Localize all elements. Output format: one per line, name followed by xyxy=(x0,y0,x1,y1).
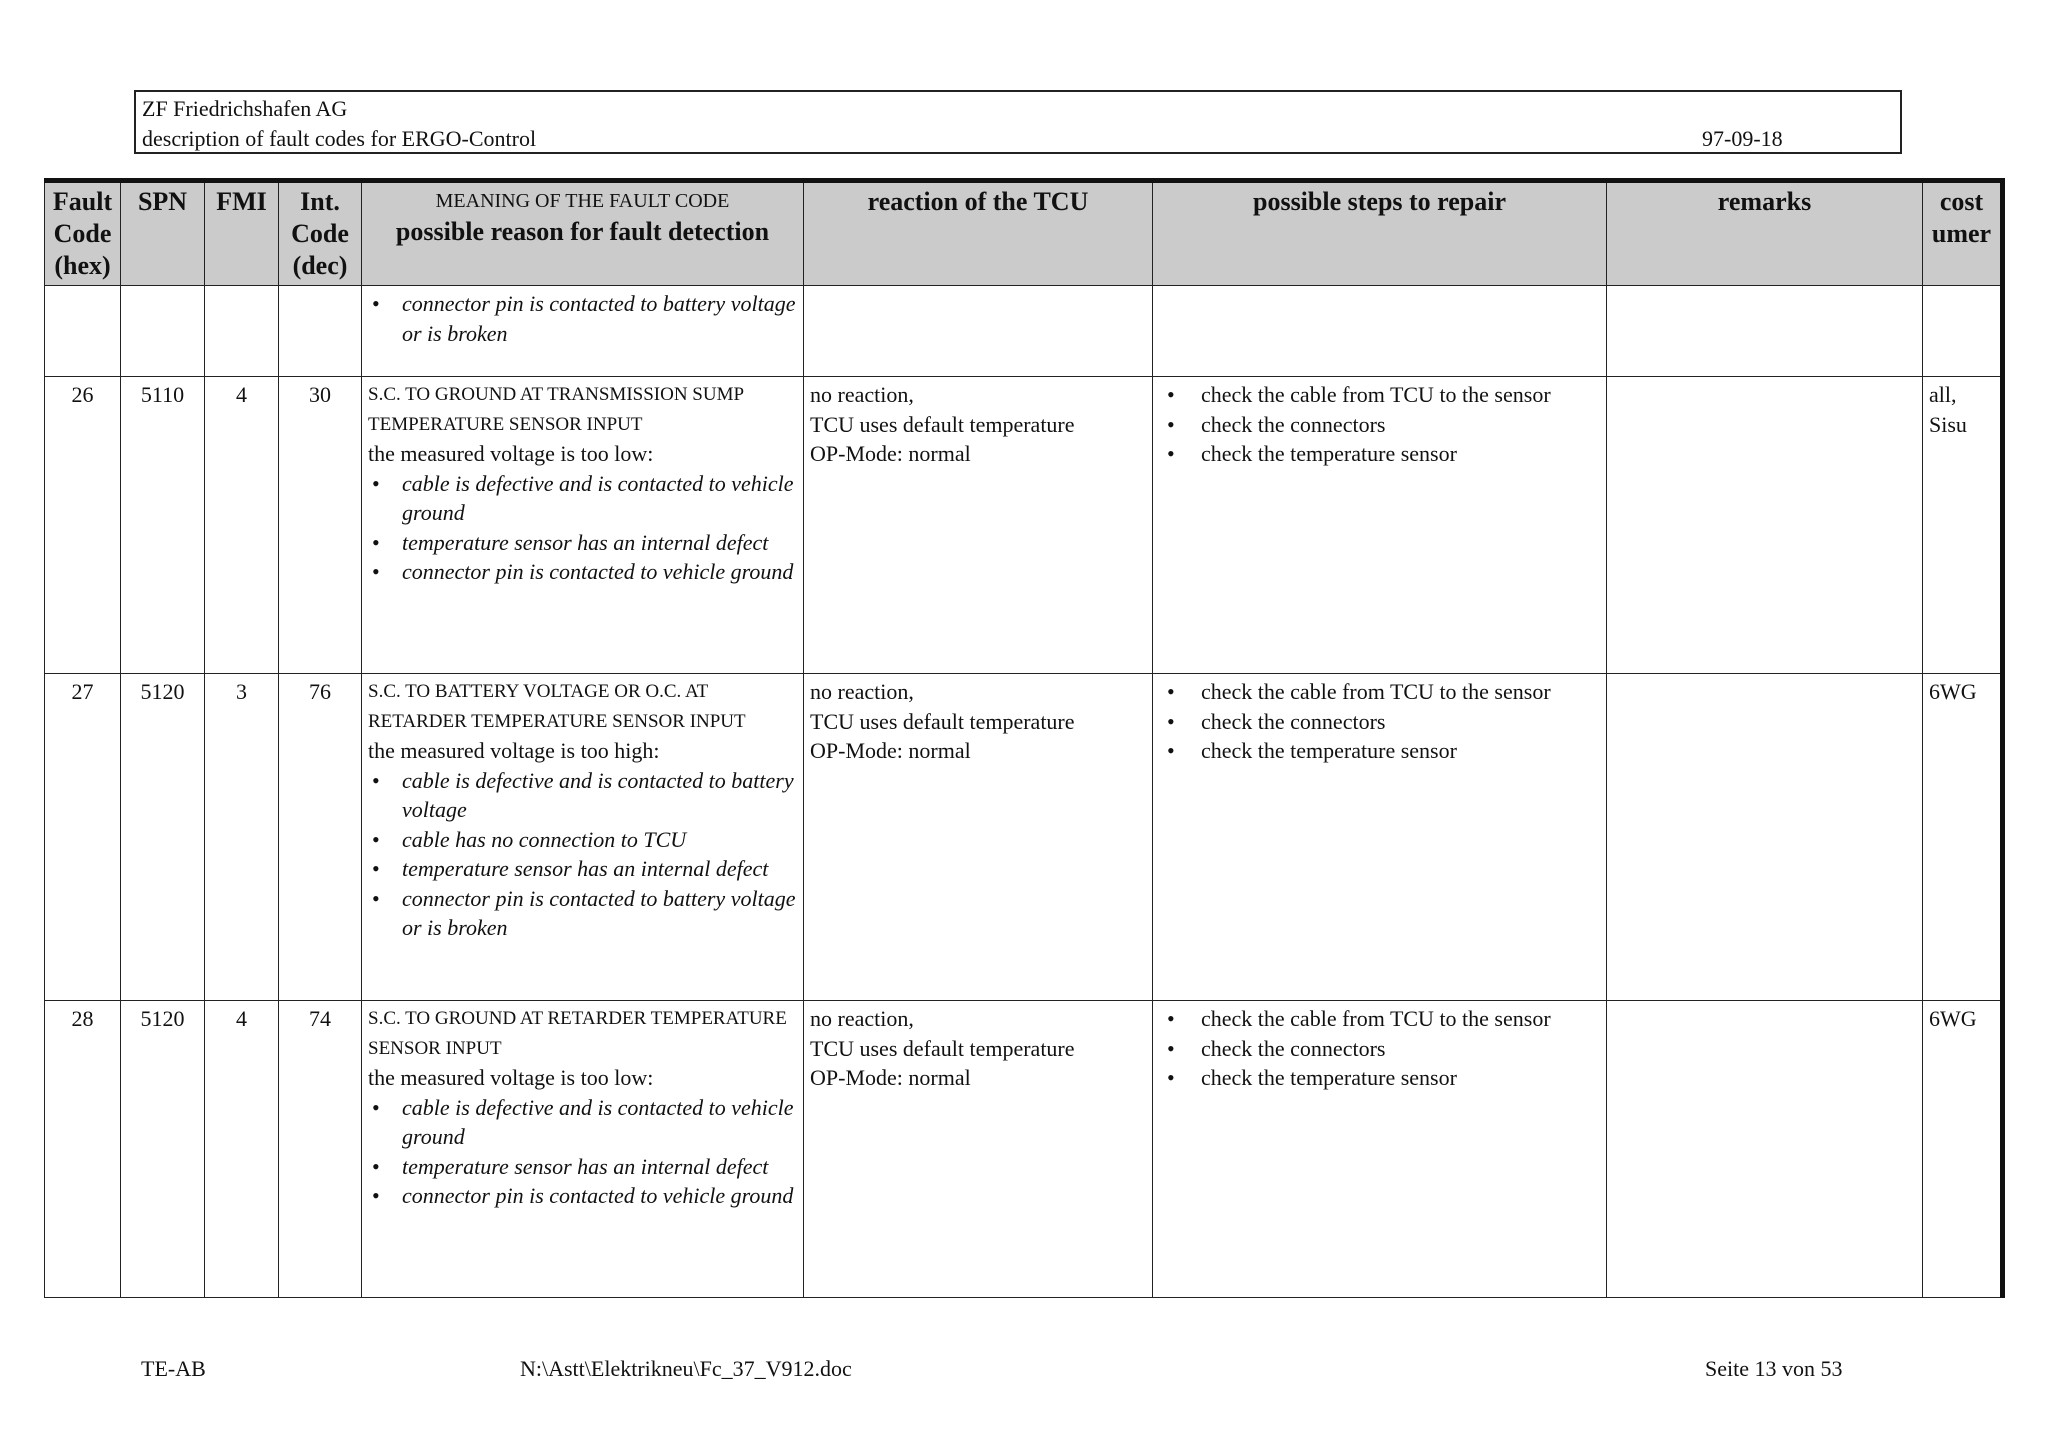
company-name: ZF Friedrichshafen AG xyxy=(142,96,348,121)
meaning-cell xyxy=(362,674,804,1001)
list-item: • check the temperature sensor xyxy=(1159,736,1600,766)
remarks-cell xyxy=(1607,674,1923,1001)
list-item: • check the temperature sensor xyxy=(1159,439,1600,469)
repair-list xyxy=(1159,677,1600,766)
fault-code-cell: 27 xyxy=(45,674,121,1001)
list-item: • check the connectors xyxy=(1159,1034,1600,1064)
document-header xyxy=(134,90,1902,154)
list-item: • temperature sensor has an internal defect xyxy=(368,1152,797,1182)
col-header-customer: cost umer xyxy=(1923,181,2003,286)
spn-cell: 5120 xyxy=(121,674,205,1001)
col-header-int-code: Int. Code (dec) xyxy=(279,181,362,286)
customer-cell: all, Sisu xyxy=(1923,377,2003,674)
fault-title: S.C. TO GROUND AT RETARDER TEMPERATURE SENSOR INPUT xyxy=(368,1008,787,1059)
customer-cell: 6WG xyxy=(1923,674,2003,1001)
reason-list xyxy=(368,766,797,943)
col-header-spn: SPN xyxy=(121,181,205,286)
fault-code-cell: 28 xyxy=(45,1001,121,1298)
reason-list xyxy=(368,289,797,348)
footer-page-number: Seite 13 von 53 xyxy=(1705,1356,1843,1381)
reaction-cell: no reaction, TCU uses default temperature OP-Mode: normal xyxy=(804,1001,1153,1298)
fmi-cell: 4 xyxy=(205,377,279,674)
reaction-cell: no reaction, TCU uses default temperature OP-Mode: normal xyxy=(804,674,1153,1001)
fault-condition: the measured voltage is too low: xyxy=(368,441,654,466)
fault-title: S.C. TO BATTERY VOLTAGE OR O.C. AT RETARDER TEMPERATURE SENSOR INPUT xyxy=(368,681,746,732)
list-item: • check the cable from TCU to the sensor xyxy=(1159,1004,1600,1034)
int-code-cell: 74 xyxy=(279,1001,362,1298)
footer-department: TE-AB xyxy=(141,1356,206,1381)
remarks-cell xyxy=(1607,1001,1923,1298)
spn-cell: 5110 xyxy=(121,377,205,674)
int-code-cell: 76 xyxy=(279,674,362,1001)
list-item: • temperature sensor has an internal defect xyxy=(368,854,797,884)
customer-cell: 6WG xyxy=(1923,1001,2003,1298)
fault-condition: the measured voltage is too low: xyxy=(368,1065,654,1090)
list-item: • temperature sensor has an internal defect xyxy=(368,528,797,558)
list-item: • connector pin is contacted to battery voltage or is broken xyxy=(368,884,797,943)
list-item: • connector pin is contacted to battery voltage or is broken xyxy=(368,289,797,348)
repair-list xyxy=(1159,1004,1600,1093)
spn-cell: 5120 xyxy=(121,1001,205,1298)
col-header-meaning: MEANING OF THE FAULT CODE possible reason for fault detection xyxy=(362,181,804,286)
repair-cell xyxy=(1153,674,1607,1001)
list-item: • cable is defective and is contacted to battery voltage xyxy=(368,766,797,825)
int-code-cell: 30 xyxy=(279,377,362,674)
col-header-repair: possible steps to repair xyxy=(1153,181,1607,286)
list-item: • check the temperature sensor xyxy=(1159,1063,1600,1093)
meaning-cell xyxy=(362,1001,804,1298)
fault-title: S.C. TO GROUND AT TRANSMISSION SUMP TEMPERATURE SENSOR INPUT xyxy=(368,384,744,435)
repair-cell xyxy=(1153,1001,1607,1298)
meaning-cell xyxy=(362,377,804,674)
list-item: • check the cable from TCU to the sensor xyxy=(1159,677,1600,707)
col-header-reaction: reaction of the TCU xyxy=(804,181,1153,286)
col-header-fmi: FMI xyxy=(205,181,279,286)
list-item: • check the connectors xyxy=(1159,410,1600,440)
repair-list xyxy=(1159,380,1600,469)
fmi-cell: 3 xyxy=(205,674,279,1001)
list-item: • check the cable from TCU to the sensor xyxy=(1159,380,1600,410)
document-date: 97-09-18 xyxy=(1702,126,1783,151)
table-row-continuation xyxy=(45,286,2003,377)
document-description: description of fault codes for ERGO-Control xyxy=(142,126,537,151)
reason-list xyxy=(368,1093,797,1211)
col-header-remarks: remarks xyxy=(1607,181,1923,286)
table-header-row xyxy=(45,181,2003,286)
fault-code-table xyxy=(44,178,2005,1298)
list-item: • cable is defective and is contacted to vehicle ground xyxy=(368,1093,797,1152)
table-row xyxy=(45,674,2003,1001)
meaning-cell xyxy=(362,286,804,377)
table-row xyxy=(45,377,2003,674)
table-row xyxy=(45,1001,2003,1298)
list-item: • cable has no connection to TCU xyxy=(368,825,797,855)
list-item: • check the connectors xyxy=(1159,707,1600,737)
fault-condition: the measured voltage is too high: xyxy=(368,738,660,763)
fmi-cell: 4 xyxy=(205,1001,279,1298)
repair-cell xyxy=(1153,377,1607,674)
remarks-cell xyxy=(1607,377,1923,674)
fault-code-cell: 26 xyxy=(45,377,121,674)
reaction-cell: no reaction, TCU uses default temperature OP-Mode: normal xyxy=(804,377,1153,674)
list-item: • connector pin is contacted to vehicle ground xyxy=(368,1181,797,1211)
reason-list xyxy=(368,469,797,587)
footer-file-path: N:\Astt\Elektrikneu\Fc_37_V912.doc xyxy=(520,1356,852,1381)
col-header-fault-code: Fault Code (hex) xyxy=(45,181,121,286)
list-item: • connector pin is contacted to vehicle ground xyxy=(368,557,797,587)
list-item: • cable is defective and is contacted to vehicle ground xyxy=(368,469,797,528)
